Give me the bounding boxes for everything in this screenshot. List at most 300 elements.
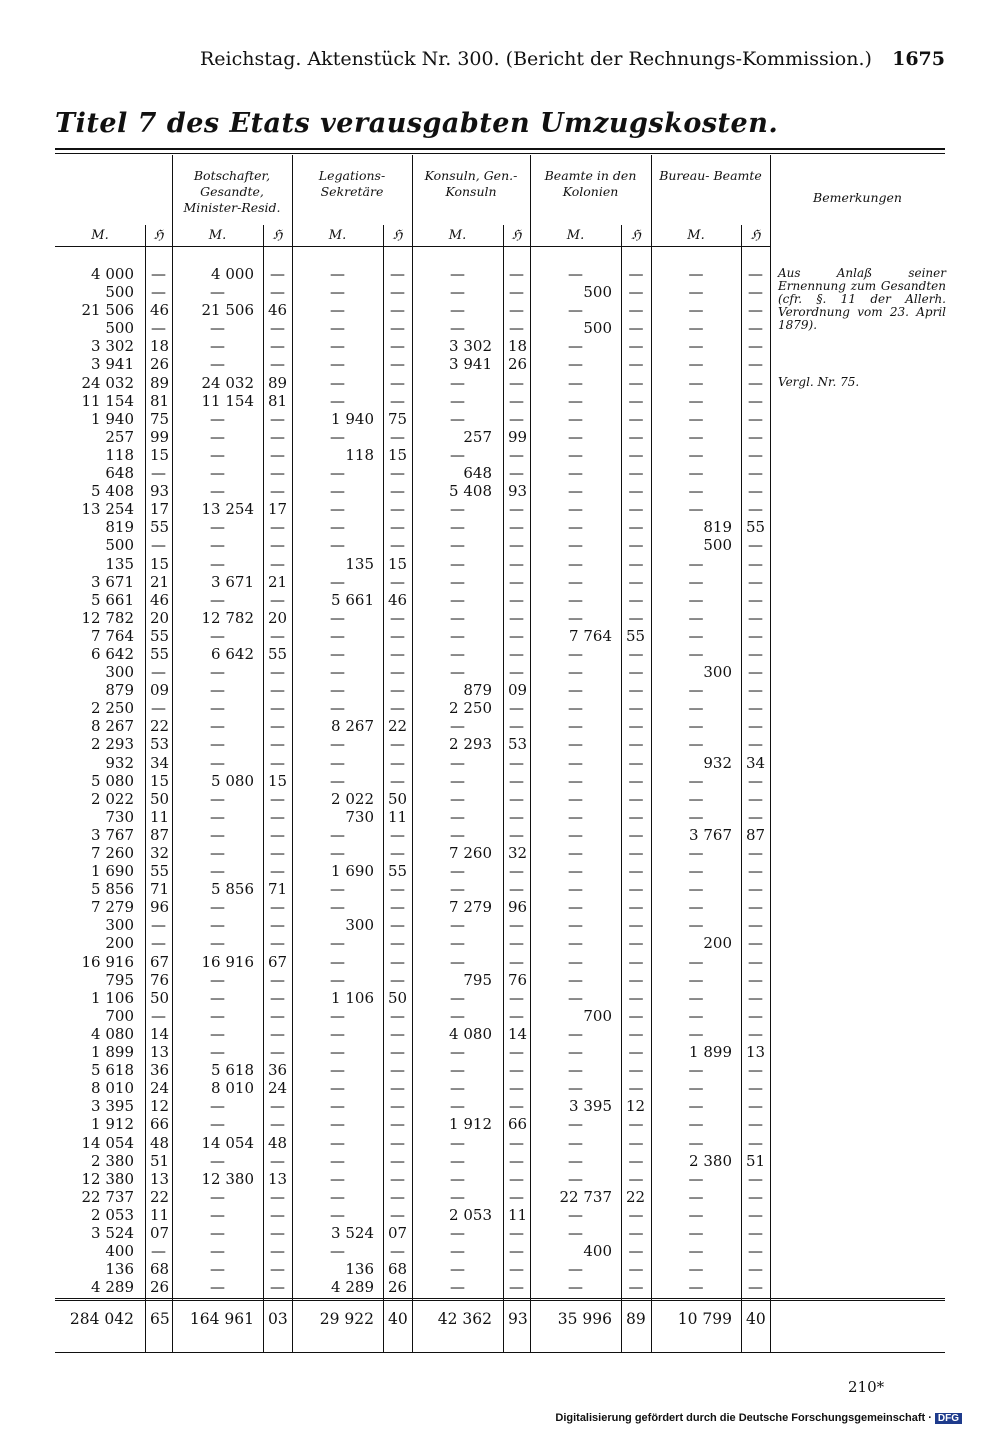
mark-cell: — bbox=[210, 898, 225, 917]
mark-cell: — bbox=[568, 373, 583, 392]
pfennig-cell: 32 bbox=[150, 844, 170, 862]
mark-cell: 5 080 bbox=[211, 771, 254, 790]
mark-cell: — bbox=[450, 789, 465, 808]
pfennig-cell: — bbox=[628, 283, 644, 302]
pfennig-cell: — bbox=[390, 825, 405, 844]
mark-cell: — bbox=[688, 735, 704, 754]
pfennig-cell: — bbox=[509, 825, 524, 844]
mark-cell: — bbox=[688, 500, 704, 519]
mark-cell: 5 661 bbox=[91, 590, 134, 609]
pfennig-cell: — bbox=[748, 445, 763, 464]
pfennig-cell: — bbox=[270, 1006, 285, 1025]
pfennig-cell: 65 bbox=[150, 1310, 170, 1328]
mark-cell: — bbox=[210, 1223, 225, 1242]
pfennig-cell: — bbox=[270, 265, 285, 283]
pfennig-cell: 46 bbox=[388, 590, 408, 609]
pfennig-cell: 55 bbox=[268, 644, 288, 663]
mark-cell: — bbox=[568, 753, 583, 772]
pfennig-cell: — bbox=[748, 373, 763, 392]
pfennig-cell: — bbox=[509, 373, 524, 392]
pfennig-cell: — bbox=[748, 952, 763, 971]
pfennig-cell: — bbox=[748, 464, 763, 483]
mark-cell: — bbox=[330, 355, 345, 374]
mark-cell: — bbox=[688, 1079, 704, 1098]
pfennig-cell: — bbox=[628, 445, 644, 464]
table-row bbox=[0, 934, 1000, 952]
mark-cell: 2 293 bbox=[449, 735, 492, 754]
pfennig-cell: — bbox=[270, 735, 285, 754]
pfennig-cell: — bbox=[390, 427, 405, 446]
pfennig-cell: 87 bbox=[746, 825, 766, 844]
pfennig-cell: — bbox=[390, 1115, 405, 1134]
mark-cell: — bbox=[450, 373, 465, 392]
pfennig-cell: 48 bbox=[268, 1133, 288, 1152]
mark-cell: 7 764 bbox=[91, 626, 134, 645]
pfennig-cell: 15 bbox=[388, 554, 408, 573]
mark-cell: — bbox=[210, 1278, 225, 1297]
pfennig-cell: — bbox=[748, 1223, 763, 1242]
mark-cell: 3 395 bbox=[91, 1097, 134, 1116]
pfennig-cell: 53 bbox=[150, 735, 170, 754]
pfennig-cell: — bbox=[748, 1115, 763, 1134]
mark-cell: — bbox=[568, 355, 583, 374]
pfennig-cell: — bbox=[509, 1187, 524, 1206]
pfennig-cell: 89 bbox=[268, 373, 288, 392]
table-row bbox=[0, 1170, 1000, 1188]
mark-cell: 7 260 bbox=[449, 844, 492, 862]
mark-cell: — bbox=[568, 337, 583, 356]
mark-cell: — bbox=[330, 1024, 345, 1043]
pfennig-cell: 22 bbox=[388, 717, 408, 736]
pfennig-cell: — bbox=[270, 681, 285, 700]
pfennig-cell: 68 bbox=[388, 1260, 408, 1279]
mark-cell: — bbox=[330, 464, 345, 483]
pfennig-cell: — bbox=[748, 735, 763, 754]
pfennig-cell: — bbox=[151, 1006, 166, 1025]
pfennig-cell: 46 bbox=[268, 301, 288, 320]
mark-cell: — bbox=[450, 445, 465, 464]
mark-cell: — bbox=[568, 554, 583, 573]
pfennig-cell: — bbox=[509, 1260, 524, 1279]
table-row bbox=[0, 808, 1000, 826]
mark-cell: — bbox=[688, 970, 704, 989]
pfennig-cell: — bbox=[390, 735, 405, 754]
pfennig-cell: 89 bbox=[150, 373, 170, 392]
table-row bbox=[0, 880, 1000, 898]
mark-cell: — bbox=[450, 753, 465, 772]
pfennig-cell: — bbox=[390, 1061, 405, 1080]
pfennig-cell: — bbox=[628, 608, 644, 627]
column-header-label: Legations- Sekretäre bbox=[318, 168, 386, 199]
pfennig-cell: — bbox=[748, 1024, 763, 1043]
pfennig-cell: — bbox=[509, 554, 524, 573]
mark-cell: — bbox=[210, 862, 225, 881]
mark-cell: — bbox=[568, 608, 583, 627]
pfennig-cell: — bbox=[509, 1079, 524, 1098]
pfennig-cell: — bbox=[628, 753, 644, 772]
pfennig-cell: — bbox=[151, 265, 166, 283]
pfennig-cell: — bbox=[270, 717, 285, 736]
mark-cell: 42 362 bbox=[437, 1310, 492, 1328]
mark-cell: — bbox=[568, 681, 583, 700]
pfennig-cell: 75 bbox=[388, 409, 408, 428]
mark-cell: — bbox=[330, 572, 345, 591]
pfennig-cell: — bbox=[270, 1242, 285, 1261]
mark-cell: 879 bbox=[105, 681, 134, 700]
mark-cell: — bbox=[688, 1278, 704, 1297]
mark-cell: 21 506 bbox=[201, 301, 254, 320]
mark-cell: — bbox=[330, 898, 345, 917]
pfennig-cell: — bbox=[628, 1061, 644, 1080]
pfennig-cell: — bbox=[628, 518, 644, 537]
pfennig-cell: — bbox=[748, 608, 763, 627]
unit-pfennig-label: ℌ bbox=[750, 228, 761, 243]
mark-cell: 5 661 bbox=[331, 590, 374, 609]
mark-cell: — bbox=[210, 1151, 225, 1170]
mark-cell: — bbox=[330, 1151, 345, 1170]
mark-cell: — bbox=[450, 1260, 465, 1279]
pfennig-cell: — bbox=[628, 862, 644, 881]
pfennig-cell: — bbox=[628, 644, 644, 663]
table-rule bbox=[55, 1352, 945, 1353]
mark-cell: 400 bbox=[105, 1242, 134, 1261]
pfennig-cell: — bbox=[509, 1133, 524, 1152]
unit-pfennig-label: ℌ bbox=[511, 228, 522, 243]
mark-cell: 1 690 bbox=[91, 862, 134, 881]
pfennig-cell: 55 bbox=[150, 862, 170, 881]
mark-cell: 500 bbox=[583, 319, 612, 338]
mark-cell: 3 302 bbox=[91, 337, 134, 356]
pfennig-cell: 53 bbox=[508, 735, 528, 754]
pfennig-cell: — bbox=[270, 626, 285, 645]
mark-cell: 4 289 bbox=[91, 1278, 134, 1297]
mark-cell: — bbox=[568, 735, 583, 754]
table-row bbox=[0, 1097, 1000, 1115]
mark-cell: — bbox=[330, 663, 345, 682]
mark-cell: — bbox=[330, 753, 345, 772]
mark-cell: — bbox=[450, 626, 465, 645]
mark-cell: — bbox=[450, 825, 465, 844]
pfennig-cell: — bbox=[748, 500, 763, 519]
mark-cell: — bbox=[568, 464, 583, 483]
table-row bbox=[0, 591, 1000, 609]
mark-cell: — bbox=[450, 1097, 465, 1116]
pfennig-cell: — bbox=[628, 1169, 644, 1188]
mark-cell: 164 961 bbox=[189, 1310, 254, 1328]
pfennig-cell: — bbox=[748, 898, 763, 917]
mark-cell: — bbox=[688, 789, 704, 808]
mark-cell: — bbox=[330, 771, 345, 790]
mark-cell: — bbox=[210, 699, 225, 718]
mark-cell: — bbox=[688, 265, 704, 283]
pfennig-cell: — bbox=[390, 391, 405, 410]
pfennig-cell: — bbox=[628, 1133, 644, 1152]
pfennig-cell: — bbox=[748, 1278, 763, 1297]
column-header-label: Bureau- Beamte bbox=[659, 168, 762, 183]
mark-cell: — bbox=[450, 1169, 465, 1188]
mark-cell: — bbox=[688, 1115, 704, 1134]
pfennig-cell: — bbox=[748, 536, 763, 555]
mark-cell: 35 996 bbox=[557, 1310, 612, 1328]
running-header bbox=[200, 48, 945, 78]
pfennig-cell: — bbox=[509, 464, 524, 483]
pfennig-cell: — bbox=[270, 699, 285, 718]
mark-cell: 3 941 bbox=[91, 355, 134, 374]
table-body bbox=[0, 265, 1000, 1296]
pfennig-cell: — bbox=[748, 681, 763, 700]
mark-cell: 700 bbox=[583, 1006, 612, 1025]
pfennig-cell: — bbox=[390, 464, 405, 483]
mark-cell: — bbox=[210, 1205, 225, 1224]
mark-cell: — bbox=[568, 1024, 583, 1043]
pfennig-cell: — bbox=[748, 1079, 763, 1098]
pfennig-cell: — bbox=[270, 337, 285, 356]
mark-cell: — bbox=[688, 409, 704, 428]
mark-cell: — bbox=[688, 301, 704, 320]
mark-cell: — bbox=[568, 916, 583, 935]
mark-cell: — bbox=[568, 862, 583, 881]
mark-cell: 7 764 bbox=[569, 626, 612, 645]
pfennig-cell: 17 bbox=[268, 500, 288, 519]
pfennig-cell: — bbox=[628, 427, 644, 446]
mark-cell: — bbox=[450, 880, 465, 899]
pfennig-cell: — bbox=[628, 464, 644, 483]
mark-cell: 24 032 bbox=[201, 373, 254, 392]
mark-cell: — bbox=[330, 735, 345, 754]
mark-cell: — bbox=[330, 373, 345, 392]
mark-cell: — bbox=[210, 844, 225, 862]
mark-cell: — bbox=[450, 1223, 465, 1242]
pfennig-cell: 12 bbox=[150, 1097, 170, 1116]
mark-cell: 5 080 bbox=[91, 771, 134, 790]
mark-cell: — bbox=[688, 283, 704, 302]
mark-cell: — bbox=[210, 753, 225, 772]
mark-cell: 500 bbox=[703, 536, 732, 555]
table-row bbox=[0, 1260, 1000, 1278]
mark-cell: — bbox=[210, 825, 225, 844]
pfennig-cell: 13 bbox=[150, 1043, 170, 1062]
mark-cell: — bbox=[688, 1061, 704, 1080]
pfennig-cell: 26 bbox=[150, 1278, 170, 1297]
mark-cell: — bbox=[450, 1061, 465, 1080]
table-row bbox=[0, 1188, 1000, 1206]
mark-cell: — bbox=[450, 952, 465, 971]
mark-cell: 3 671 bbox=[211, 572, 254, 591]
mark-cell: — bbox=[210, 355, 225, 374]
mark-cell: 8 267 bbox=[91, 717, 134, 736]
pfennig-cell: — bbox=[628, 1043, 644, 1062]
pfennig-cell: — bbox=[390, 608, 405, 627]
pfennig-cell: — bbox=[748, 391, 763, 410]
table-row bbox=[0, 1152, 1000, 1170]
table-row bbox=[0, 1043, 1000, 1061]
mark-cell: 12 782 bbox=[81, 608, 134, 627]
pfennig-cell: — bbox=[748, 355, 763, 374]
pfennig-cell: — bbox=[270, 1260, 285, 1279]
pfennig-cell: — bbox=[270, 1151, 285, 1170]
pfennig-cell: — bbox=[151, 319, 166, 338]
mark-cell: — bbox=[330, 536, 345, 555]
mark-cell: — bbox=[568, 482, 583, 501]
table-row bbox=[0, 681, 1000, 699]
pfennig-cell: — bbox=[509, 1043, 524, 1062]
pfennig-cell: — bbox=[628, 1006, 644, 1025]
mark-cell: 8 010 bbox=[211, 1079, 254, 1098]
pfennig-cell: — bbox=[748, 1260, 763, 1279]
sheet-number: 210* bbox=[848, 1378, 885, 1396]
pfennig-cell: — bbox=[390, 644, 405, 663]
table-row bbox=[0, 898, 1000, 916]
pfennig-cell: 96 bbox=[508, 898, 528, 917]
mark-cell: — bbox=[210, 590, 225, 609]
mark-cell: 118 bbox=[345, 445, 374, 464]
table-row bbox=[0, 862, 1000, 880]
pfennig-cell: — bbox=[628, 373, 644, 392]
mark-cell: 648 bbox=[463, 464, 492, 483]
remark-note: Aus Anlaß seiner Ernennung zum Gesandten (cfr. §. 11 der Allerh. Verordnung vom 23. April 1879). bbox=[778, 266, 946, 332]
table-row bbox=[0, 989, 1000, 1007]
pfennig-cell: — bbox=[628, 970, 644, 989]
mark-cell: 8 267 bbox=[331, 717, 374, 736]
mark-cell: 4 289 bbox=[331, 1278, 374, 1297]
pfennig-cell: — bbox=[390, 1006, 405, 1025]
pfennig-cell: — bbox=[390, 880, 405, 899]
table-row bbox=[0, 482, 1000, 500]
mark-cell: — bbox=[688, 1260, 704, 1279]
pfennig-cell: — bbox=[390, 753, 405, 772]
mark-cell: 1 912 bbox=[449, 1115, 492, 1134]
pfennig-cell: — bbox=[390, 500, 405, 519]
pfennig-cell: — bbox=[509, 536, 524, 555]
pfennig-cell: — bbox=[270, 934, 285, 953]
mark-cell: — bbox=[450, 1187, 465, 1206]
pfennig-cell: — bbox=[270, 663, 285, 682]
pfennig-cell: 15 bbox=[268, 771, 288, 790]
pfennig-cell: — bbox=[509, 862, 524, 881]
pfennig-cell: 50 bbox=[150, 988, 170, 1007]
mark-cell: 16 916 bbox=[201, 952, 254, 971]
pfennig-cell: — bbox=[390, 355, 405, 374]
mark-cell: — bbox=[688, 427, 704, 446]
pfennig-cell: 20 bbox=[268, 608, 288, 627]
pfennig-cell: 24 bbox=[268, 1079, 288, 1098]
pfennig-cell: 66 bbox=[150, 1115, 170, 1134]
pfennig-cell: — bbox=[628, 1024, 644, 1043]
table-row bbox=[0, 609, 1000, 627]
mark-cell: — bbox=[688, 880, 704, 899]
mark-cell: 22 737 bbox=[81, 1187, 134, 1206]
pfennig-cell: — bbox=[509, 391, 524, 410]
pfennig-cell: 17 bbox=[150, 500, 170, 519]
pfennig-cell: — bbox=[628, 409, 644, 428]
pfennig-cell: — bbox=[748, 1097, 763, 1116]
mark-cell: — bbox=[688, 355, 704, 374]
pfennig-cell: — bbox=[390, 1151, 405, 1170]
mark-cell: — bbox=[450, 536, 465, 555]
mark-cell: 2 250 bbox=[91, 699, 134, 718]
table-row bbox=[0, 518, 1000, 536]
pfennig-cell: — bbox=[390, 1043, 405, 1062]
mark-cell: — bbox=[330, 699, 345, 718]
unit-mark-label: M. bbox=[208, 228, 227, 243]
mark-cell: — bbox=[210, 518, 225, 537]
pfennig-cell: — bbox=[390, 1133, 405, 1152]
pfennig-cell: — bbox=[270, 482, 285, 501]
pfennig-cell: — bbox=[509, 1169, 524, 1188]
pfennig-cell: — bbox=[628, 898, 644, 917]
mark-cell: — bbox=[688, 807, 704, 826]
table-top-rule-thin bbox=[55, 153, 945, 154]
mark-cell: — bbox=[568, 445, 583, 464]
mark-cell: — bbox=[210, 626, 225, 645]
pfennig-cell: — bbox=[390, 1187, 405, 1206]
mark-cell: 118 bbox=[105, 445, 134, 464]
table-row bbox=[0, 1025, 1000, 1043]
pfennig-cell: — bbox=[748, 1006, 763, 1025]
pfennig-cell: 26 bbox=[388, 1278, 408, 1297]
pfennig-cell: 34 bbox=[746, 753, 766, 772]
remarks-header: Bemerkungen bbox=[813, 190, 902, 205]
mark-cell: 4 080 bbox=[91, 1024, 134, 1043]
pfennig-cell: — bbox=[628, 916, 644, 935]
pfennig-cell: 71 bbox=[268, 880, 288, 899]
pfennig-cell: 13 bbox=[746, 1043, 766, 1062]
table-row bbox=[0, 663, 1000, 681]
pfennig-cell: — bbox=[748, 970, 763, 989]
pfennig-cell: — bbox=[509, 717, 524, 736]
pfennig-cell: — bbox=[628, 337, 644, 356]
pfennig-cell: — bbox=[628, 1260, 644, 1279]
pfennig-cell: 96 bbox=[150, 898, 170, 917]
pfennig-cell: 11 bbox=[150, 807, 170, 826]
pfennig-cell: — bbox=[628, 319, 644, 338]
mark-cell: 795 bbox=[105, 970, 134, 989]
mark-cell: — bbox=[330, 1133, 345, 1152]
pfennig-cell: 18 bbox=[150, 337, 170, 356]
mark-cell: — bbox=[450, 608, 465, 627]
mark-cell: 2 022 bbox=[91, 789, 134, 808]
table-totals-row bbox=[0, 1310, 1000, 1330]
running-header-text: Reichstag. Aktenstück Nr. 300. (Bericht der Rechnungs-Kommission.) bbox=[200, 48, 872, 70]
mark-cell: 14 054 bbox=[201, 1133, 254, 1152]
mark-cell: — bbox=[568, 1115, 583, 1134]
mark-cell: 300 bbox=[345, 916, 374, 935]
pfennig-cell: — bbox=[509, 916, 524, 935]
pfennig-cell: 48 bbox=[150, 1133, 170, 1152]
mark-cell: 5 618 bbox=[211, 1061, 254, 1080]
mark-cell: — bbox=[330, 626, 345, 645]
table-row bbox=[0, 1007, 1000, 1025]
mark-cell: — bbox=[568, 970, 583, 989]
pfennig-cell: 36 bbox=[150, 1061, 170, 1080]
pfennig-cell: 09 bbox=[150, 681, 170, 700]
pfennig-cell: — bbox=[748, 265, 763, 283]
mark-cell: — bbox=[688, 1223, 704, 1242]
pfennig-cell: 40 bbox=[388, 1310, 408, 1328]
pfennig-cell: — bbox=[509, 753, 524, 772]
mark-cell: — bbox=[688, 699, 704, 718]
pfennig-cell: 21 bbox=[150, 572, 170, 591]
mark-cell: — bbox=[330, 1097, 345, 1116]
table-row bbox=[0, 772, 1000, 790]
mark-cell: — bbox=[568, 934, 583, 953]
table-row bbox=[0, 953, 1000, 971]
pfennig-cell: — bbox=[509, 626, 524, 645]
pfennig-cell: — bbox=[390, 934, 405, 953]
pfennig-cell: — bbox=[390, 970, 405, 989]
mark-cell: 300 bbox=[105, 663, 134, 682]
mark-cell: — bbox=[450, 717, 465, 736]
